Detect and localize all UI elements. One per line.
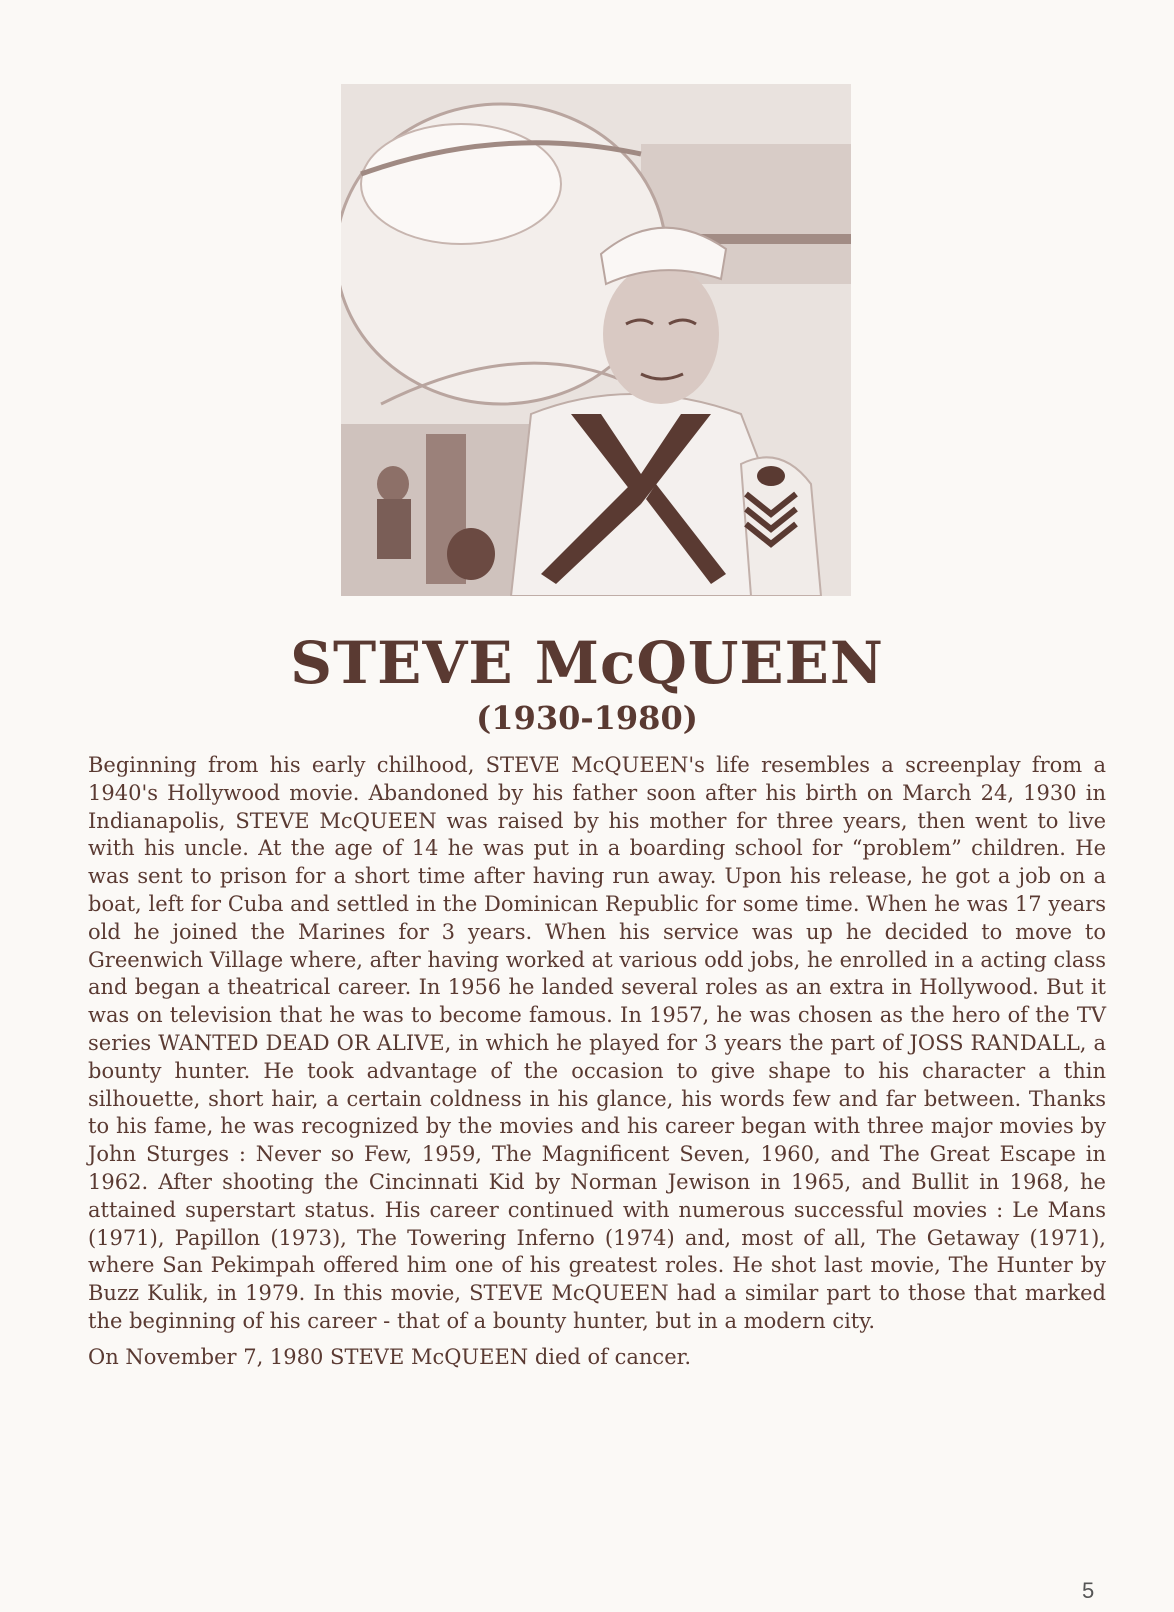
page-title: STEVE McQUEEN (290, 629, 884, 697)
lifespan-years: (1930-1980) (476, 699, 698, 737)
death-paragraph: On November 7, 1980 STEVE McQUEEN died of cancer. (88, 1344, 692, 1369)
sailor-photo-illustration (341, 84, 851, 596)
portrait-photo (341, 84, 851, 596)
biography-text (88, 752, 1106, 1372)
biography-paragraph: Beginning from his early chilhood, STEVE McQUEEN's life resembles a screenplay from a 1940's Hollywood movie. Abandoned by his father soon after his birth on March 24, 1930 in Indianapolis, STEVE McQUEEN was raised by his mother for three years, then went to live with his uncle. At the age of 14 he was put in a boarding school for “problem” children. He was sent to prison for a short time after having run away. Upon his release, he got a job on a boat, left for Cuba and settled in the Dominican Republic for some time. When he was 17 years old he joined the Marines for 3 years. When his service was up he decided to move to Greenwich Village where, after having worked at various odd jobs, he enrolled in a acting class and began a theatrical career. In 1956 he landed several roles as an extra in Hollywood. But it was on television that he was to become famous. In 1957, he was chosen as the hero of the TV series WANTED DEAD OR ALIVE, in which he played for 3 years the part of JOSS RANDALL, a bounty hunter. He took advantage of the occasion to give shape to his character a thin silhouette, short hair, a certain coldness in his glance, his words few and far between. Thanks to his fame, he was recognized by the movies and his career began with three major movies by John Sturges : Never so Few, 1959, The Magnificent Seven, 1960, and The Great Escape in 1962. After shooting the Cincinnati Kid by Norman Jewison in 1965, and Bullit in 1968, he attained superstart status. His career continued with numerous successful movies : Le Mans (1971), Papillon (1973), The Towering Inferno (1974) and, most of all, The Getaway (1971), where San Pekimpah offered him one of his greatest roles. He shot last movie, The Hunter by Buzz Kulik, in 1979. In this movie, STEVE McQUEEN had a similar part to those that marked the beginning of his career - that of a bounty hunter, but in a modern city. (88, 753, 1106, 1333)
page-number: 5 (1082, 1578, 1095, 1603)
